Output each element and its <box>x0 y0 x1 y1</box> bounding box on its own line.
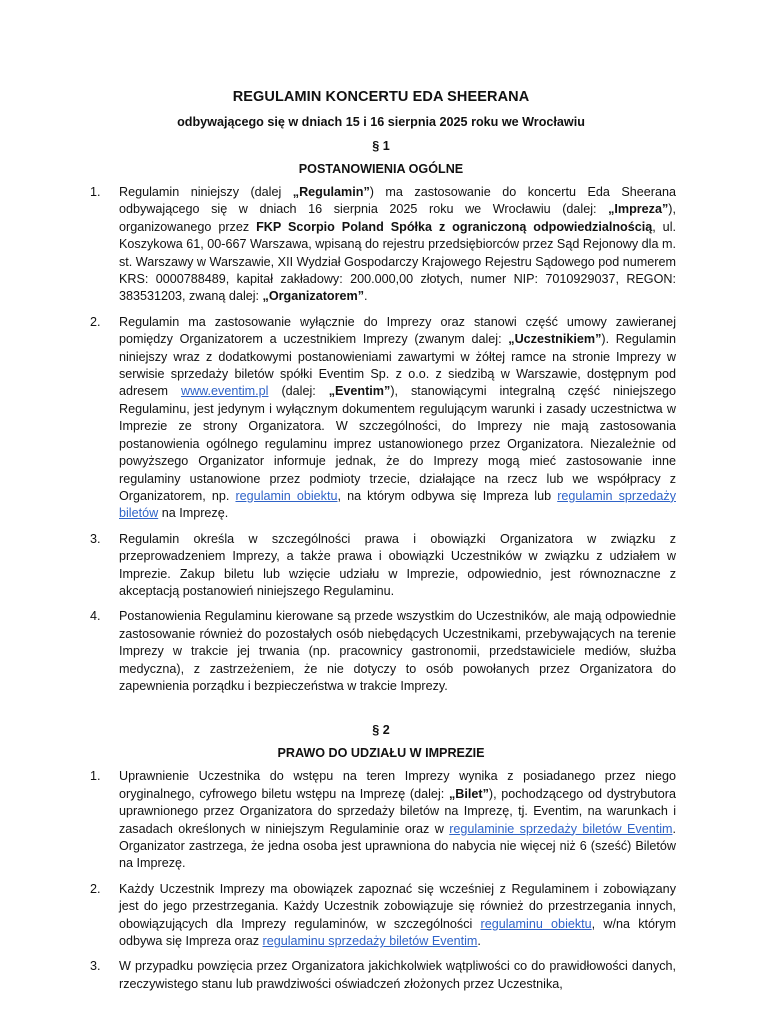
section-2-title: PRAWO DO UDZIAŁU W IMPREZIE <box>277 746 485 761</box>
item-text: Regulamin niniejszy (dalej „Regulamin”) ma zastosowanie do koncertu Eda Sheerana odbywającego się w dniach 16 sierpnia 2025 roku we Wrocławiu (dalej: „Impreza”), organizowanego przez FKP Scorpio Poland Spółka z ograniczoną odpowiedzialnością, ul. Koszykowa 61, 00-667 Warszawa, wpisaną do rejestru przedsiębiorców przez Sąd Rejonowy dla m. st. Warszawy w Warszawie, XII Wydział Gospodarczy Krajowego Rejestru Sądowego pod numerem KRS: 0000788489, kapitał zakładowy: 200.000,00 złotych, numer NIP: 7010929037, REGON: 383531203, zwaną dalej: „Organizatorem”. <box>119 185 677 304</box>
item-number: 3. <box>90 531 101 546</box>
item-text: W przypadku powzięcia przez Organizatora jakichkolwiek wątpliwości co do prawidłowości danych, rzeczywistego stanu lub prawdziwości oświadczeń złożonych przez Uczestnika, <box>119 959 676 991</box>
item-text: Regulamin ma zastosowanie wyłącznie do Imprezy oraz stanowi część umowy zawieranej pomiędzy Organizatorem a uczestnikiem Imprezy (zwanym dalej: „Uczestnikiem”). Regulamin niniejszy wraz z dodatkowymi postanowieniami zawartymi w żółtej ramce na stronie Imprezy w serwisie sprzedaży biletów spółki Eventim Sp. z o.o. z siedzibą w Warszawie, dostępnym pod adresem www.eventim.pl (dalej: „Eventim”), stanowiącymi integralną część niniejszego Regulaminu, jest jedynym i wyłącznym dokumentem regulującym warunki i zasady uczestnictwa w Imprezie ze strony Organizatora. W szczególności, do Imprezy nie mają zastosowania postanowienia ogólnego regulaminu imprez ustanowionego przez Organizatora. Niezależnie od powyższego Organizator informuje jednak, że do Imprezy mogą mieć zastosowanie inne regulaminy ustanowione przez podmioty trzecie, działające na rzecz lub we współpracy z Organizatorem, np. regulamin obiektu, na którym odbywa się Impreza lub regulamin sprzedaży biletów na Imprezę. <box>119 314 676 521</box>
item-text: Każdy Uczestnik Imprezy ma obowiązek zapoznać się wcześniej z Regulaminem i zobowiązany jest do jego przestrzegania. Każdy Uczestnik zobowiązuje się również do przestrzegania innych, obowiązujących dla Imprezy regulaminów, w szczególności regulaminu obiektu, w/na którym odbywa się Impreza oraz regulaminu sprzedaży biletów Eventim. <box>119 881 676 949</box>
defined-term: „Impreza” <box>608 202 669 217</box>
section-1-title: POSTANOWIENIA OGÓLNE <box>298 162 464 176</box>
item-text: Regulamin określa w szczególności prawa i obowiązki Organizatora w związku z przeprowadzeniem Imprezy, a także prawa i obowiązki Uczestników w związku z udziałem w Imprezie. Zakup biletu lub wzięcie udziału w Imprezie, odpowiednio, jest równoznaczne z akceptacją postanowień niniejszego Regulaminu. <box>119 531 676 598</box>
venue-regulations-link[interactable]: regulaminu obiektu <box>480 916 592 931</box>
list-item <box>86 881 676 951</box>
item-number: 2. <box>90 881 101 896</box>
defined-term: „Bilet” <box>448 786 489 801</box>
section-1-number: § 1 <box>372 139 390 153</box>
list-item <box>86 184 676 306</box>
section-2 <box>86 723 676 993</box>
defined-term: „Regulamin” <box>292 185 370 199</box>
eventim-ticket-regulations-link[interactable]: regulaminu sprzedaży biletów Eventim <box>262 934 478 949</box>
list-item <box>86 768 676 872</box>
item-number: 1. <box>90 769 101 784</box>
item-text: Postanowienia Regulaminu kierowane są przede wszystkim do Uczestników, ale mają odpowiednie zastosowanie również do pozostałych osób niebędących Uczestnikami, przebywających na terenie Imprezy w trakcie jej trwania (np. pracownicy gastronomii, przedstawiciele mediów, służba medyczna), z zastrzeżeniem, że nie dotyczy to osób powołanych przez Organizatora do zapewnienia porządku i bezpieczeństwa w trakcie Imprezy. <box>119 609 676 693</box>
list-item <box>86 958 676 993</box>
defined-term: „Uczestnikiem” <box>508 332 602 347</box>
item-number: 2. <box>90 314 101 329</box>
section-1-list <box>86 184 676 695</box>
section-2-list <box>86 768 676 993</box>
company-name: FKP Scorpio Poland Spółka z ograniczoną odpowiedzialnością <box>256 219 653 234</box>
item-number: 3. <box>90 959 101 974</box>
defined-term: „Organizatorem” <box>262 289 365 304</box>
eventim-ticket-regulations-link[interactable]: regulaminie sprzedaży biletów Eventim <box>449 821 673 836</box>
list-item <box>86 608 676 695</box>
item-text: Uprawnienie Uczestnika do wstępu na teren Imprezy wynika z posiadanego przez niego oryginalnego, cyfrowego biletu wstępu na Imprezę (dalej: „Bilet”), pochodzącego od dystrybutora uprawnionego przez Organizatora do sprzedaży biletów na Imprezę, tj. Eventim, na warunkach i zasadach określonych w niniejszym Regulaminie oraz w regulaminie sprzedaży biletów Eventim. Organizator zastrzega, że jedna osoba jest uprawniona do nabycia nie więcej niż 6 (sześć) Biletów na Imprezę. <box>119 769 677 871</box>
defined-term: „Eventim” <box>328 384 391 399</box>
list-item <box>86 531 676 601</box>
venue-regulations-link[interactable]: regulamin obiektu <box>235 488 338 503</box>
section-2-number: § 2 <box>372 723 390 738</box>
document-subtitle: odbywającego się w dniach 15 i 16 sierpnia 2025 roku we Wrocławiu <box>177 115 585 129</box>
item-number: 1. <box>90 185 101 199</box>
list-item <box>86 314 676 523</box>
section-1 <box>86 139 676 695</box>
ticket-sales-regulations-link[interactable]: regulamin sprzedaży biletów <box>119 488 676 521</box>
eventim-website-link[interactable]: www.eventim.pl <box>180 384 269 399</box>
document-title: REGULAMIN KONCERTU EDA SHEERANA <box>232 89 530 105</box>
item-number: 4. <box>90 609 101 624</box>
